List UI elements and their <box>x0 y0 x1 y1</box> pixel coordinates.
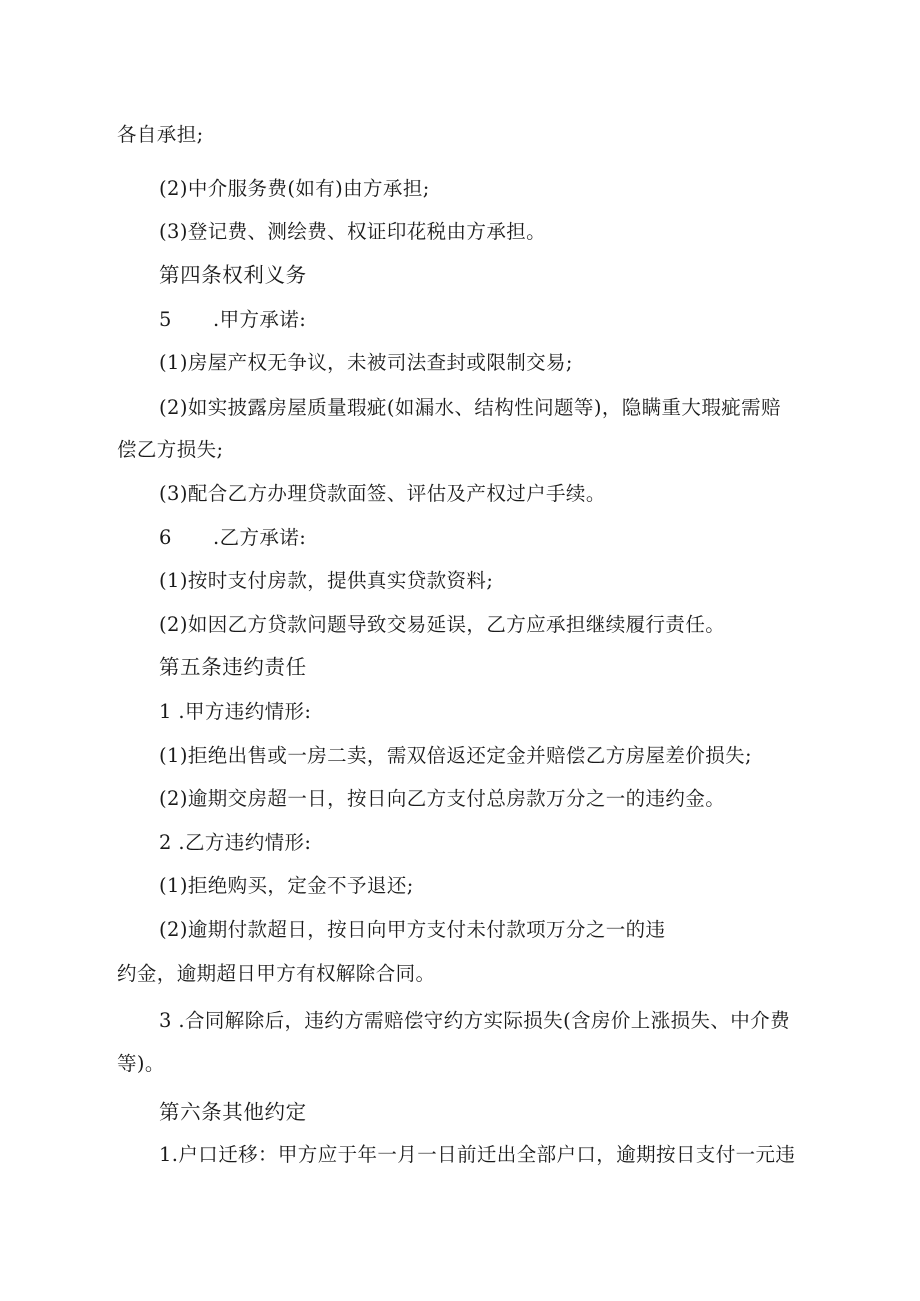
clause-item: (2)逾期付款超日，按日向甲方支付未付款项万分之一的违 <box>159 918 666 941</box>
section-heading: 第五条违约责任 <box>159 655 307 679</box>
numbered-item: 2 .乙方违约情形: <box>159 831 312 854</box>
item-text: .乙方承诺: <box>213 526 307 549</box>
numbered-item: 3 .合同解除后，违约方需赔偿守约方实际损失(含房价上涨损失、中介费 <box>159 1009 791 1032</box>
item-text: .甲方承诺: <box>213 308 307 331</box>
clause-item: (2)如实披露房屋质量瑕疵(如漏水、结构性问题等)，隐瞒重大瑕疵需赔 <box>159 396 781 419</box>
clause-item: (1)按时支付房款，提供真实贷款资料; <box>159 569 494 592</box>
paragraph-line: 等)。 <box>117 1052 165 1075</box>
section-heading: 第四条权利义务 <box>159 263 307 287</box>
numbered-item: 1.户口迁移：甲方应于年一月一日前迁出全部户口，逾期按日支付一元违 <box>159 1143 796 1166</box>
clause-item: (1)拒绝购买，定金不予退还; <box>159 874 414 897</box>
numbered-item <box>159 525 306 551</box>
item-number: 5 <box>159 308 172 331</box>
clause-item: (1)拒绝出售或一房二卖，需双倍返还定金并赔偿乙方房屋差价损失; <box>159 744 752 767</box>
item-number: 6 <box>159 526 172 549</box>
clause-item: (2)如因乙方贷款问题导致交易延误，乙方应承担继续履行责任。 <box>159 613 726 636</box>
clause-item: (2)逾期交房超一日，按日向乙方支付总房款万分之一的违约金。 <box>159 787 726 810</box>
clause-item: (1)房屋产权无争议，未被司法查封或限制交易; <box>159 351 573 374</box>
clause-item: (3)登记费、测绘费、权证印花税由方承担。 <box>159 220 547 243</box>
paragraph-line: 约金，逾期超日甲方有权解除合同。 <box>117 962 436 985</box>
clause-item: (3)配合乙方办理贷款面签、评估及产权过户手续。 <box>159 482 606 505</box>
section-heading: 第六条其他约定 <box>159 1100 307 1124</box>
clause-item: (2)中介服务费(如有)由方承担; <box>159 177 430 200</box>
paragraph-line: 各自承担; <box>117 123 204 146</box>
numbered-item: 1 .甲方违约情形: <box>159 700 312 723</box>
numbered-item <box>159 307 306 333</box>
paragraph-line: 偿乙方损失; <box>117 438 224 461</box>
